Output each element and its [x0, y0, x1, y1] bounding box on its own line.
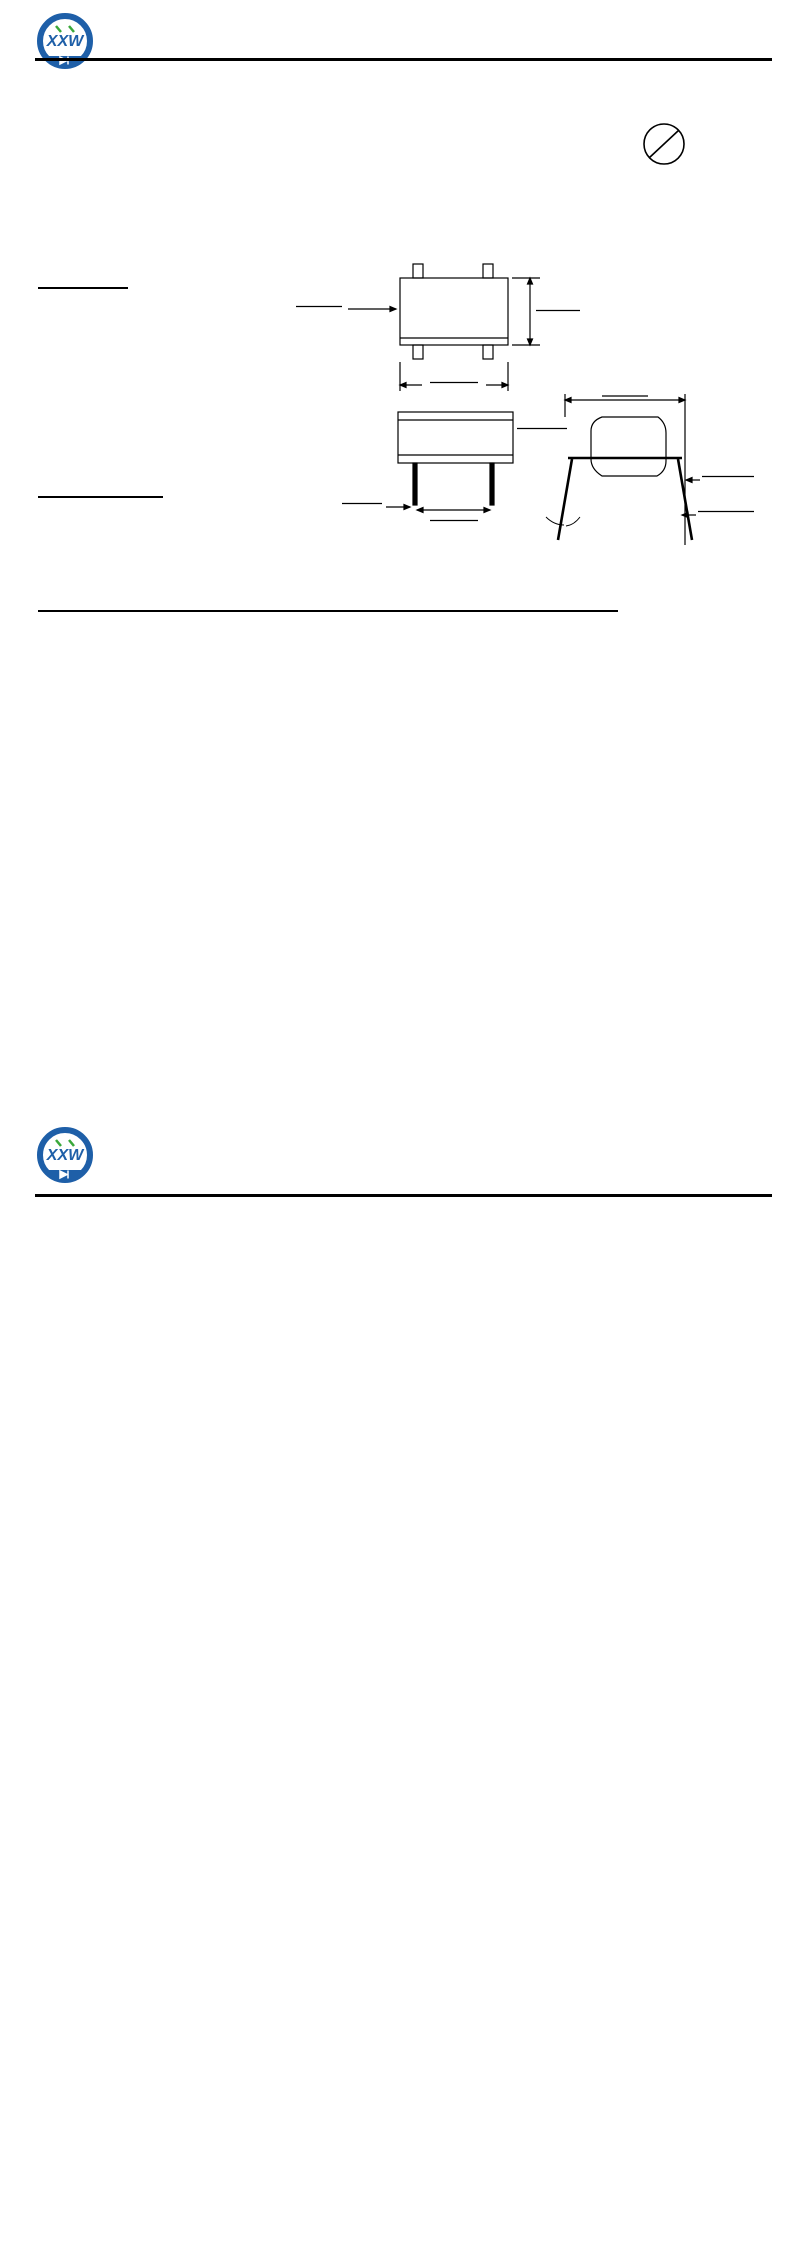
features-title [38, 285, 128, 289]
header-rule [35, 58, 772, 61]
company-logo-icon [36, 1126, 94, 1184]
mechanical-title [38, 494, 163, 498]
header-rule [35, 1194, 772, 1197]
max-ratings-title [38, 608, 618, 612]
package-drawing [250, 255, 793, 560]
pb-free-icon [638, 118, 690, 170]
company-logo-icon [36, 12, 94, 70]
svg-text:XXW: XXW [46, 33, 84, 50]
svg-text:XXW: XXW [46, 1147, 84, 1164]
